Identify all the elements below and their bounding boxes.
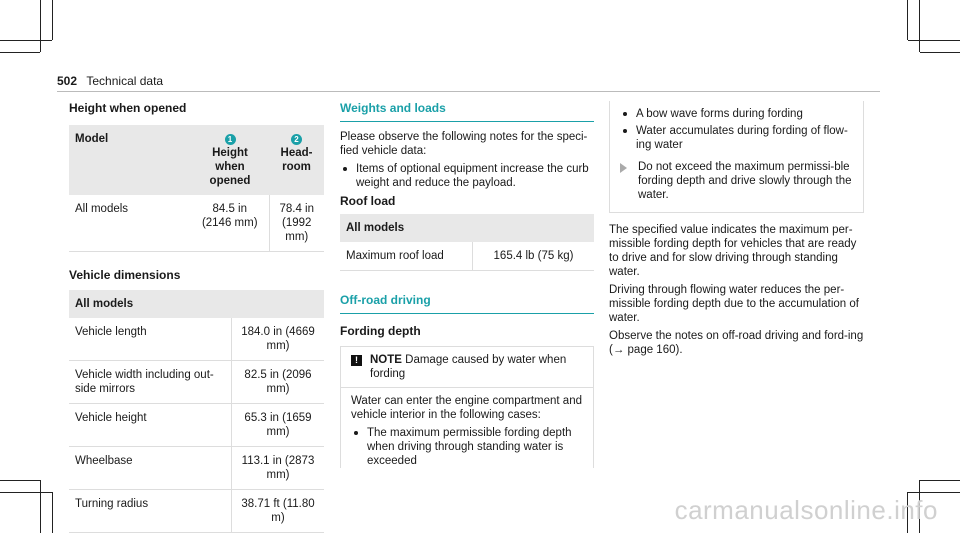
crop-mark <box>52 492 53 533</box>
table-row: Vehicle height 65.3 in (1659 mm) <box>69 404 324 447</box>
dimensions-table-header: All models <box>69 290 324 318</box>
note-title: NOTE <box>370 354 402 366</box>
note-continued <box>609 101 864 213</box>
weights-list <box>340 162 594 190</box>
badge-2-icon: 2 <box>291 134 302 145</box>
dimensions-table <box>69 290 324 533</box>
table-row: Vehicle length 184.0 in (4669 mm) <box>69 318 324 361</box>
row-headroom: 78.4 in (1992 mm) <box>269 195 324 252</box>
header-rule <box>57 91 880 92</box>
weights-intro: Please observe the following notes for the speci-fied vehicle data: <box>340 131 588 157</box>
crop-mark <box>919 0 920 52</box>
note-action: Do not exceed the maximum permissi-ble fording depth and drive slowly through the water. <box>620 160 853 202</box>
crop-mark <box>52 0 53 40</box>
table-row: Wheelbase 113.1 in (2873 mm) <box>69 447 324 490</box>
table-row: Maximum roof load 165.4 lb (75 kg) <box>340 242 594 271</box>
col-model: Model <box>69 125 191 195</box>
weights-heading: Weights and loads <box>340 101 446 115</box>
crop-mark <box>0 40 52 41</box>
note-body: Water can enter the engine compartment and vehicle interior in the following cases: <box>351 395 582 421</box>
offroad-rule <box>340 313 594 314</box>
fording-heading: Fording depth <box>340 324 421 338</box>
crop-mark <box>920 52 960 53</box>
badge-1-icon: 1 <box>225 134 236 145</box>
crop-mark <box>920 480 960 481</box>
col-headroom: 2 Head-room <box>269 125 324 195</box>
crop-mark <box>907 0 908 40</box>
table-row: Vehicle width including out-side mirrors 82.5 in (2096 mm) <box>69 361 324 404</box>
section-title: Technical data <box>86 74 164 88</box>
column-right <box>609 101 864 357</box>
roof-load-heading: Roof load <box>340 194 396 208</box>
fording-para-2: Driving through flowing water reduces the per-missible fording depth due to the accumulation of water. <box>609 284 859 324</box>
col-height: 1 Height when opened <box>191 125 269 195</box>
column-middle <box>340 101 594 471</box>
roof-table-header: All models <box>340 214 594 242</box>
list-item: Items of optional equipment increase the curb weight and reduce the payload. <box>340 162 594 190</box>
crop-mark <box>0 492 52 493</box>
offroad-heading: Off-road driving <box>340 293 431 307</box>
watermark: carmanualsonline.info <box>674 495 938 525</box>
crop-mark <box>40 480 41 533</box>
roof-load-table <box>340 214 594 271</box>
note-text: Damage caused by water when fording <box>370 354 567 380</box>
note-list-continued <box>620 107 853 152</box>
list-item: Water accumulates during fording of flow-ing water <box>620 124 853 152</box>
page-number: 502 <box>57 74 78 88</box>
table-row: Turning radius 38.71 ft (11.80 m) <box>69 490 324 533</box>
fording-para-1: The specified value indicates the maximum per-missible fording depth for vehicles that are ready to drive and for slow driving through standing water. <box>609 224 857 278</box>
crop-mark <box>908 40 960 41</box>
height-opened-heading: Height when opened <box>69 101 187 115</box>
note-list <box>351 426 583 468</box>
list-item: The maximum permissible fording depth when driving through standing water is exceeded <box>351 426 583 468</box>
list-item: A bow wave forms during fording <box>620 107 853 121</box>
note-box <box>340 346 594 468</box>
note-header <box>341 347 593 387</box>
weights-rule <box>340 121 594 122</box>
column-left <box>69 101 324 533</box>
dimensions-heading: Vehicle dimensions <box>69 268 181 282</box>
crop-mark <box>40 0 41 52</box>
action-arrow-icon <box>620 163 627 173</box>
crop-mark <box>908 492 960 493</box>
warning-icon: ! <box>351 355 362 366</box>
fording-para-3[interactable]: Observe the notes on off-road driving and ford-ing (→ page 160). <box>609 330 864 356</box>
page-header <box>57 74 163 88</box>
crop-mark <box>0 480 40 481</box>
row-label: All models <box>69 195 191 252</box>
table-row <box>69 195 324 252</box>
crop-mark <box>0 52 40 53</box>
height-opened-table <box>69 125 324 252</box>
row-height: 84.5 in (2146 mm) <box>191 195 269 252</box>
